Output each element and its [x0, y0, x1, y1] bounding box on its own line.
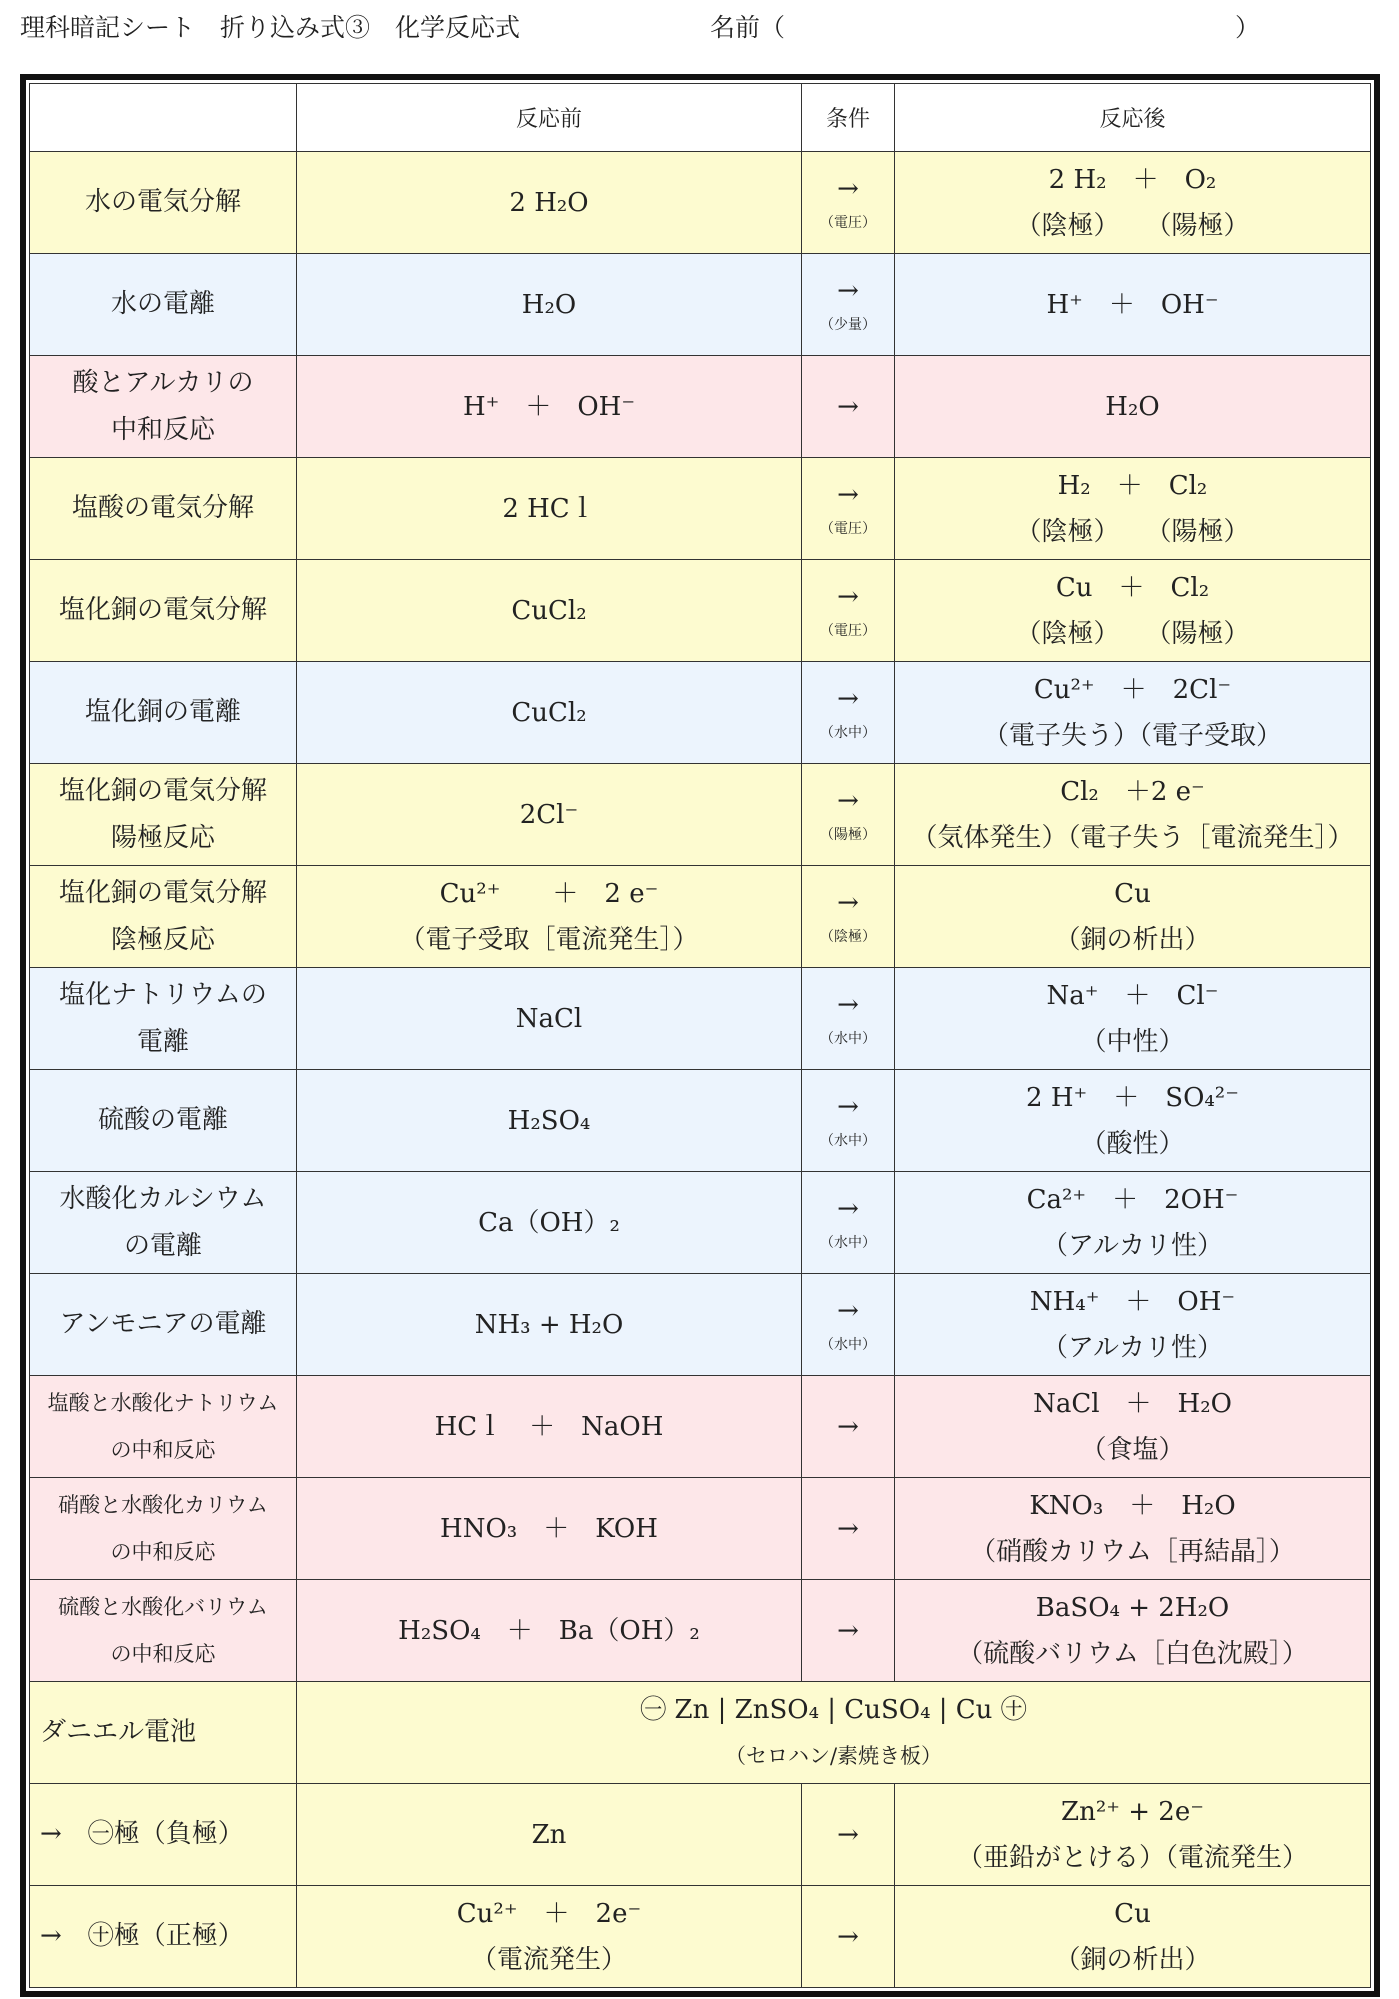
reaction-name: 酸とアルカリの 中和反応: [72, 367, 254, 445]
daniell-note: （セロハン/素焼き板）: [724, 1743, 943, 1768]
header-before: 反応前: [297, 84, 802, 152]
reactants: HCｌ ＋ NaOH: [434, 1411, 664, 1442]
reaction-name: 水の電気分解: [84, 187, 241, 217]
table-row: [30, 458, 1371, 560]
reaction-arrow: →: [837, 1819, 859, 1850]
reactants: H₂SO₄: [507, 1105, 591, 1136]
reaction-name: → ㊀極（負極）: [40, 1819, 244, 1849]
header-condition: 条件: [802, 84, 895, 152]
table-row: [30, 1376, 1371, 1478]
table-row: [30, 1070, 1371, 1172]
table-row: [30, 1682, 1371, 1784]
table-row: [30, 356, 1371, 458]
reactants: NH₃ + H₂O: [474, 1309, 624, 1340]
reaction-arrow: →: [837, 1921, 859, 1952]
reaction-name: 塩化ナトリウムの 電離: [59, 979, 267, 1057]
reactants: Cu²⁺ ＋ 2 e⁻ （電子受取［電流発生］）: [399, 878, 699, 955]
products: Cu²⁺ ＋ 2Cl⁻ （電子失う）（電子受取）: [982, 674, 1282, 751]
table-row: [30, 152, 1371, 254]
table-row: [30, 866, 1371, 968]
products: Cl₂ ＋2 e⁻ （気体発生）（電子失う［電流発生］）: [911, 776, 1354, 853]
reaction-arrow: →: [837, 785, 859, 816]
reaction-arrow: →: [837, 1295, 859, 1326]
products: KNO₃ ＋ H₂O （硝酸カリウム［再結晶］）: [970, 1490, 1295, 1567]
sheet-title: 理科暗記シート 折り込み式③ 化学反応式: [20, 13, 521, 42]
condition-note: （電圧）: [820, 520, 876, 537]
reaction-table-frame: [20, 74, 1380, 1997]
name-close: ）: [1235, 13, 1261, 42]
reaction-arrow: →: [837, 1615, 859, 1646]
reaction-name: 水の電離: [110, 289, 215, 319]
reaction-arrow: →: [837, 1411, 859, 1442]
reaction-arrow: →: [837, 275, 859, 306]
header-after: 反応後: [895, 84, 1371, 152]
reaction-name: 塩化銅の電気分解: [58, 595, 267, 625]
products: Zn²⁺ + 2e⁻ （亜鉛がとける）（電流発生）: [956, 1796, 1308, 1873]
table-row: [30, 1580, 1371, 1682]
reactants: NaCl: [515, 1003, 583, 1034]
condition-note: （水中）: [820, 1336, 876, 1353]
reaction-name: 塩化銅の電気分解 陽極反応: [58, 775, 267, 853]
condition-note: （少量）: [820, 316, 876, 333]
reaction-arrow: →: [837, 173, 859, 204]
reactants: CuCl₂: [511, 595, 587, 626]
reactants: Zn: [531, 1819, 567, 1850]
name-label: 名前（: [710, 13, 786, 42]
table-row: [30, 1172, 1371, 1274]
condition-note: （電圧）: [820, 622, 876, 639]
reactants: CuCl₂: [511, 697, 587, 728]
table-row: [30, 764, 1371, 866]
reactants: 2 HCｌ: [502, 493, 596, 524]
table-row: [30, 1478, 1371, 1580]
reaction-arrow: →: [837, 391, 859, 422]
products: Ca²⁺ ＋ 2OH⁻ （アルカリ性）: [1026, 1184, 1239, 1261]
reaction-name: 塩酸と水酸化ナトリウム の中和反応: [47, 1390, 279, 1462]
products: 2 H⁺ ＋ SO₄²⁻ （酸性）: [1026, 1082, 1239, 1159]
condition-note: （電圧）: [820, 214, 876, 231]
products: NH₄⁺ ＋ OH⁻ （アルカリ性）: [1029, 1286, 1236, 1363]
table-row: [30, 254, 1371, 356]
condition-note: （水中）: [820, 1132, 876, 1149]
reactants: Cu²⁺ ＋ 2e⁻ （電流発生）: [456, 1898, 642, 1975]
reaction-arrow: →: [837, 683, 859, 714]
condition-note: （陽極）: [820, 826, 876, 843]
table-row: [30, 1784, 1371, 1886]
table-header-row: [30, 84, 1371, 152]
reaction-name: 塩酸の電気分解: [71, 493, 254, 523]
reactants: H⁺ ＋ OH⁻: [462, 391, 636, 422]
reaction-arrow: →: [837, 1193, 859, 1224]
reactants: H₂SO₄ ＋ Ba（OH）₂: [398, 1615, 700, 1646]
reactants: 2 H₂O: [509, 187, 589, 218]
page-header: [20, 8, 1380, 48]
table-row: [30, 560, 1371, 662]
reactants: H₂O: [521, 289, 577, 320]
reaction-arrow: →: [837, 581, 859, 612]
products: BaSO₄ + 2H₂O （硫酸バリウム［白色沈殿］）: [957, 1592, 1308, 1669]
reaction-name: 硝酸と水酸化カリウム の中和反応: [58, 1492, 268, 1564]
reaction-arrow: →: [837, 1513, 859, 1544]
products: Na⁺ ＋ Cl⁻ （中性）: [1046, 980, 1219, 1057]
reaction-name: 塩化銅の電離: [84, 697, 241, 727]
products: NaCl ＋ H₂O （食塩）: [1033, 1388, 1232, 1465]
reactants: Ca（OH）₂: [478, 1207, 620, 1238]
reaction-name: 塩化銅の電気分解 陰極反応: [58, 877, 267, 955]
header-name: [30, 84, 297, 152]
table-row: [30, 662, 1371, 764]
daniell-formula: ㊀ Zn | ZnSO₄ | CuSO₄ | Cu ㊉: [640, 1694, 1027, 1725]
products: H⁺ ＋ OH⁻: [1046, 289, 1219, 320]
reaction-arrow: →: [837, 479, 859, 510]
products: 2 H₂ ＋ O₂ （陰極） （陽極）: [1015, 164, 1250, 241]
reaction-arrow: →: [837, 1091, 859, 1122]
table-row: [30, 968, 1371, 1070]
products: H₂ ＋ Cl₂ （陰極） （陽極）: [1015, 470, 1250, 547]
reaction-name: → ㊉極（正極）: [40, 1921, 244, 1951]
reaction-table: [29, 83, 1371, 1988]
reaction-arrow: →: [837, 989, 859, 1020]
reaction-name: 硫酸の電離: [97, 1105, 228, 1135]
reaction-arrow: →: [837, 887, 859, 918]
products: Cu ＋ Cl₂ （陰極） （陽極）: [1015, 572, 1250, 649]
reaction-name: 硫酸と水酸化バリウム の中和反応: [58, 1594, 268, 1666]
condition-note: （水中）: [820, 724, 876, 741]
products: H₂O: [1105, 391, 1160, 422]
reactants: 2Cl⁻: [519, 799, 579, 830]
products: Cu （銅の析出）: [1054, 878, 1211, 955]
reaction-name: 水酸化カルシウム の電離: [59, 1183, 267, 1261]
reactants: HNO₃ ＋ KOH: [440, 1513, 658, 1544]
table-row: [30, 1886, 1371, 1988]
products: Cu （銅の析出）: [1054, 1898, 1211, 1975]
condition-note: （陰極）: [820, 928, 876, 945]
condition-note: （水中）: [820, 1234, 876, 1251]
table-row: [30, 1274, 1371, 1376]
condition-note: （水中）: [820, 1030, 876, 1047]
reaction-name: ダニエル電池: [40, 1717, 197, 1747]
reaction-name: アンモニアの電離: [59, 1309, 267, 1339]
